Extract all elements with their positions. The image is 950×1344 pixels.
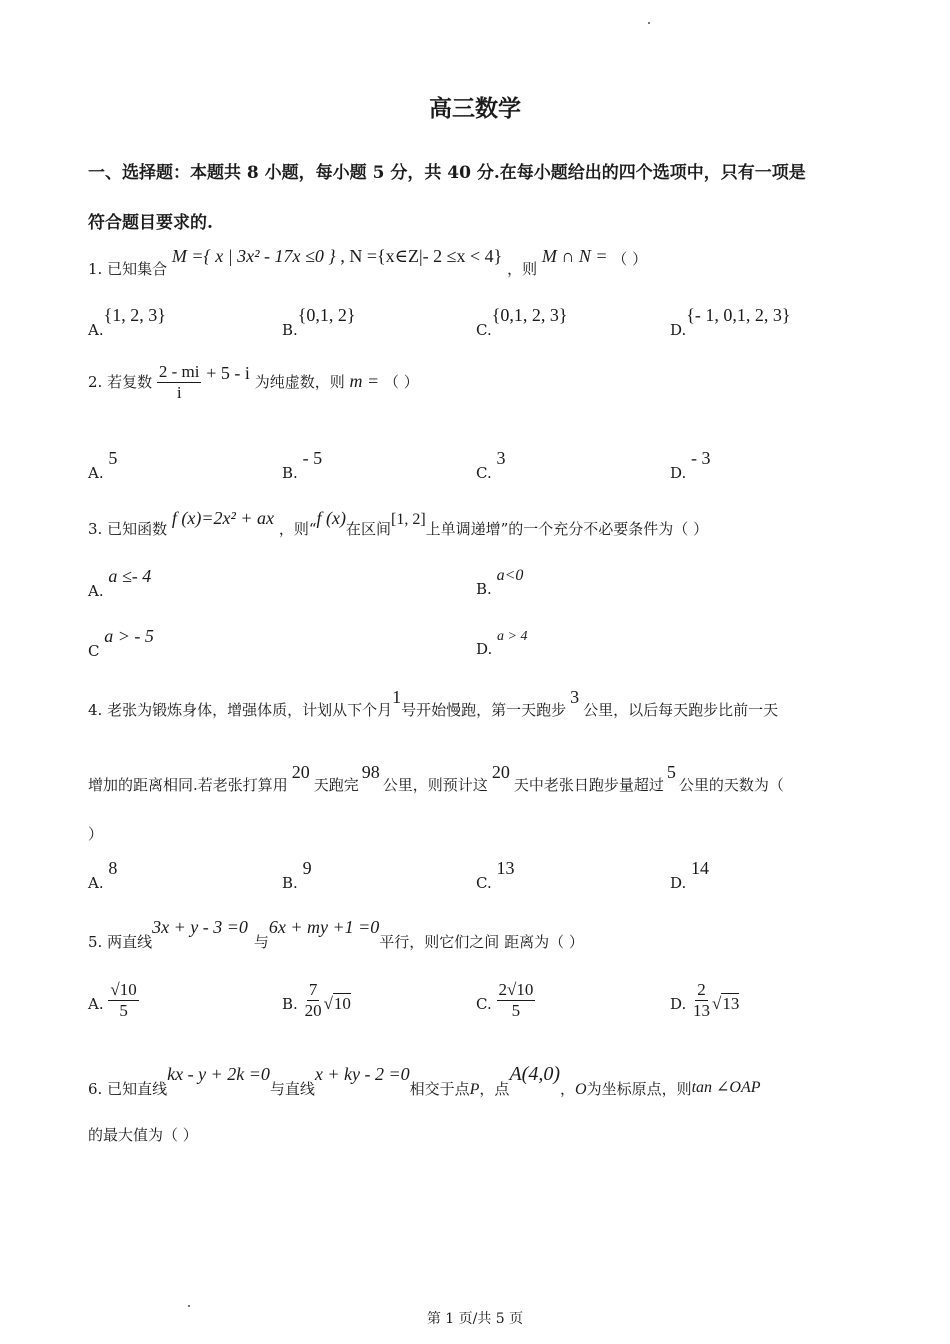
- q6-point-a: A(4,0): [509, 1063, 560, 1085]
- q4-option-d: D. 14: [670, 858, 710, 892]
- q2-option-a: A. 5: [88, 448, 118, 482]
- q1-expr: M ∩ N =: [541, 246, 608, 266]
- section-heading-line1: 一、选择题：本题共 8 小题，每小题 5 分，共 40 分.在每小题给出的四个选项中，只有一项是: [88, 163, 806, 183]
- q5-option-b: B. $\frac{7}{20}$ √10: [282, 980, 351, 1020]
- q6-line1: kx - y + 2k =0: [167, 1064, 270, 1084]
- q1-option-b-value: {0,1, 2}: [297, 305, 356, 325]
- q3-prefix: 3. 已知函数: [88, 520, 168, 538]
- q3-mid2: 在区间: [345, 520, 391, 538]
- q5-option-b-fraction: $\frac{7}{20}$: [304, 980, 322, 1020]
- q1-option-c-value: {0,1, 2, 3}: [491, 305, 568, 325]
- q1-suffix: （ ）: [612, 250, 648, 268]
- question-4-line3: ）: [88, 825, 104, 843]
- q5-option-c: C. $\frac{2√10}{5}$: [476, 980, 534, 1020]
- q4-num-3: 3: [570, 687, 580, 707]
- q2-suffix: （ ）: [383, 372, 419, 391]
- q1-prefix: 1. 已知集合: [88, 260, 168, 278]
- q3-option-d: D. a > 4: [476, 629, 528, 658]
- q1-option-b: B.{0,1, 2}: [282, 305, 356, 339]
- q5-option-c-fraction: $\frac{2√10}{5}$: [498, 980, 534, 1020]
- page-title: 高三数学: [429, 95, 521, 122]
- q4-option-d-value: 14: [691, 858, 710, 878]
- q1-option-a-value: {1, 2, 3}: [103, 305, 166, 325]
- question-4-line2: 增加的距离相同.若老张打算用20天跑完98公里，则预计这20天中老张日跑步量超过5公里的天数为（: [88, 762, 784, 794]
- q5-option-a-fraction: $\frac{√10}{5}$: [110, 980, 137, 1020]
- q4-num-20a: 20: [291, 762, 310, 782]
- q1-option-a: A.{1, 2, 3}: [88, 305, 166, 339]
- q5-option-d-sqrt: √13: [712, 993, 740, 1013]
- q1-set-m: M ={ x | 3x² - 17x ≤0 }: [171, 246, 336, 266]
- q2-option-c-value: 3: [496, 448, 506, 468]
- q2-option-b-value: - 5: [302, 448, 323, 468]
- q2-frac-den: i: [176, 383, 182, 403]
- q1-mid: ，则: [507, 260, 538, 278]
- q2-expr: m =: [349, 370, 380, 391]
- q2-fraction: [157, 362, 202, 404]
- page-footer: 第 1 页/共 5 页: [426, 1311, 524, 1327]
- q5-line2: 6x + my +1 =0: [268, 917, 380, 937]
- q3-option-a-value: a ≤- 4: [108, 566, 152, 586]
- q2-mid: 为纯虚数，则: [254, 372, 345, 391]
- q3-option-d-value: a > 4: [497, 629, 528, 644]
- question-1: [88, 246, 648, 278]
- q3-mid1: ，则“: [278, 520, 317, 538]
- scan-dot-top: [648, 22, 650, 24]
- q3-option-c-value: a > - 5: [104, 626, 154, 646]
- q1-option-d: D.{- 1, 0,1, 2, 3}: [670, 305, 791, 339]
- q1-set-n: , N ={x∈Z|- 2 ≤x < 4}: [340, 246, 503, 266]
- q3-option-c: C a > - 5: [88, 626, 154, 660]
- q4-option-b-value: 9: [302, 858, 312, 878]
- q3-option-b: B. a<0: [476, 567, 524, 598]
- question-4-line1: 4. 老张为锻炼身体，增强体质，计划从下个月1号开始慢跑，第一天跑步3公里，以后每天跑步比前一天: [88, 687, 779, 719]
- q5-option-a: A. $\frac{√10}{5}$: [88, 980, 137, 1020]
- q6-point-p: P: [469, 1081, 480, 1098]
- q6-origin-o: O: [575, 1081, 587, 1098]
- q5-option-d: D. $\frac{2}{13}$ √13: [670, 980, 740, 1020]
- q4-option-c-value: 13: [496, 858, 515, 878]
- q4-option-a: A. 8: [88, 858, 118, 892]
- q2-option-b: B. - 5: [282, 448, 323, 482]
- q4-num-5: 5: [666, 762, 676, 782]
- q1-option-d-value: {- 1, 0,1, 2, 3}: [686, 305, 791, 325]
- question-6: 6. 已知直线kx - y + 2k =0与直线x + ky - 2 =0相交于点P，点A(4,0)，O为坐标原点，则tan ∠OAP: [88, 1063, 761, 1098]
- q3-func: f (x)=2x² + ax: [171, 508, 275, 528]
- q2-option-c: C. 3: [476, 448, 506, 482]
- q3-interval: [1, 2]: [390, 511, 426, 528]
- q2-prefix: 2. 若复数: [88, 372, 153, 391]
- q5-option-b-sqrt: √10: [323, 993, 351, 1013]
- q4-num-1: 1: [392, 687, 402, 707]
- q3-suffix: 上单调递增”的一个充分不必要条件为（ ）: [425, 520, 709, 538]
- q4-num-20b: 20: [491, 762, 510, 782]
- q2-option-d-value: - 3: [691, 448, 711, 468]
- question-5: 5. 两直线3x + y - 3 =0与6x + my +1 =0平行，则它们之间 距离为（ ）: [88, 917, 584, 951]
- q1-option-c: C.{0,1, 2, 3}: [476, 305, 568, 339]
- q3-option-a: A. a ≤- 4: [88, 566, 152, 600]
- q5-option-d-fraction: $\frac{2}{13}$: [693, 980, 711, 1020]
- q2-tail: + 5 - i: [206, 362, 250, 383]
- q4-option-b: B. 9: [282, 858, 312, 892]
- question-6-line2: 的最大值为（ ）: [88, 1126, 198, 1144]
- q4-option-c: C. 13: [476, 858, 515, 892]
- q6-line2: x + ky - 2 =0: [314, 1064, 410, 1084]
- q2-option-a-value: 5: [108, 448, 118, 468]
- question-2: [88, 362, 419, 404]
- q5-line1: 3x + y - 3 =0: [152, 917, 248, 937]
- q2-frac-num: 2 - mi: [157, 362, 202, 383]
- q6-expr: tan ∠OAP: [691, 1079, 761, 1096]
- q3-option-b-value: a<0: [496, 567, 524, 584]
- q4-option-a-value: 8: [108, 858, 118, 878]
- q2-option-d: D. - 3: [670, 448, 711, 482]
- scan-dot-bottom: [188, 1305, 190, 1307]
- question-3: [88, 508, 709, 538]
- q3-func2: f (x): [316, 508, 346, 528]
- q4-num-98: 98: [361, 762, 380, 782]
- section-heading-line2: 符合题目要求的.: [88, 213, 213, 233]
